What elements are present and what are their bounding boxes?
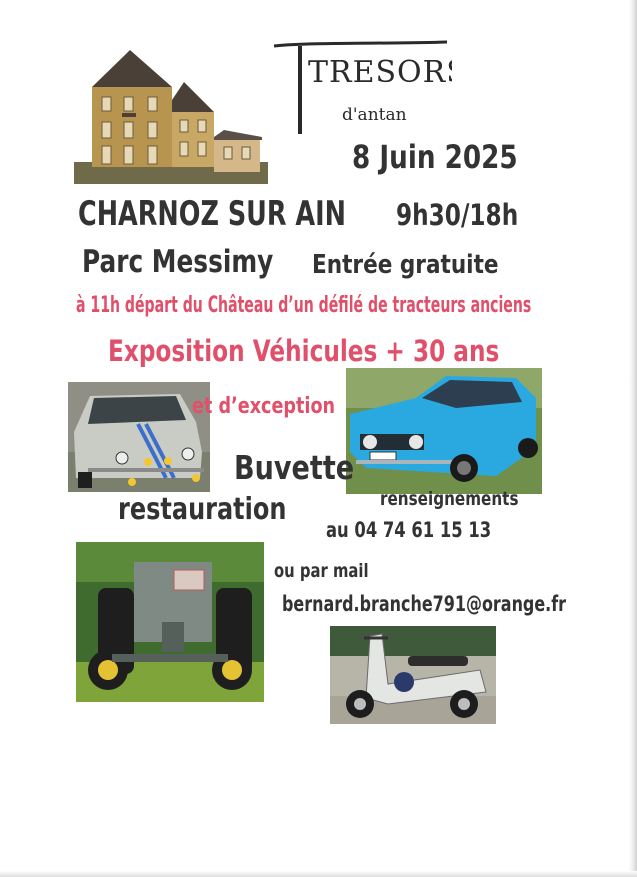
- bar-label: Buvette: [234, 448, 355, 487]
- scooter-photo: [330, 626, 496, 724]
- chateau-photo: [74, 42, 268, 184]
- logo-subtitle: d'antan: [342, 105, 407, 125]
- event-date: 8 Juin 2025: [352, 138, 518, 176]
- parade-announcement: à 11h départ du Château d’un défilé de tracteurs anciens: [76, 293, 532, 318]
- event-hours: 9h30/18h: [396, 198, 519, 232]
- phone-number: au 04 74 61 15 13: [326, 518, 492, 542]
- event-entry: Entrée gratuite: [312, 250, 499, 280]
- logo-wordmark: TRESORS: [308, 55, 452, 90]
- tractor-photo: [76, 542, 264, 702]
- info-label: renseignements: [380, 488, 519, 510]
- exhibition-line: Exposition Véhicules + 30 ans: [108, 334, 500, 368]
- exception-label: et d’exception: [192, 394, 336, 419]
- tresors-logo: [272, 40, 452, 140]
- renault-r8-photo: [68, 382, 210, 492]
- contact-email[interactable]: bernard.branche791@orange.fr: [282, 592, 567, 616]
- page-edge-right: [629, 0, 637, 877]
- page-edge-bottom: [0, 871, 637, 877]
- event-location: CHARNOZ SUR AIN: [78, 194, 346, 234]
- food-label: restauration: [118, 492, 287, 527]
- mail-label: ou par mail: [274, 560, 369, 582]
- event-venue: Parc Messimy: [82, 244, 274, 280]
